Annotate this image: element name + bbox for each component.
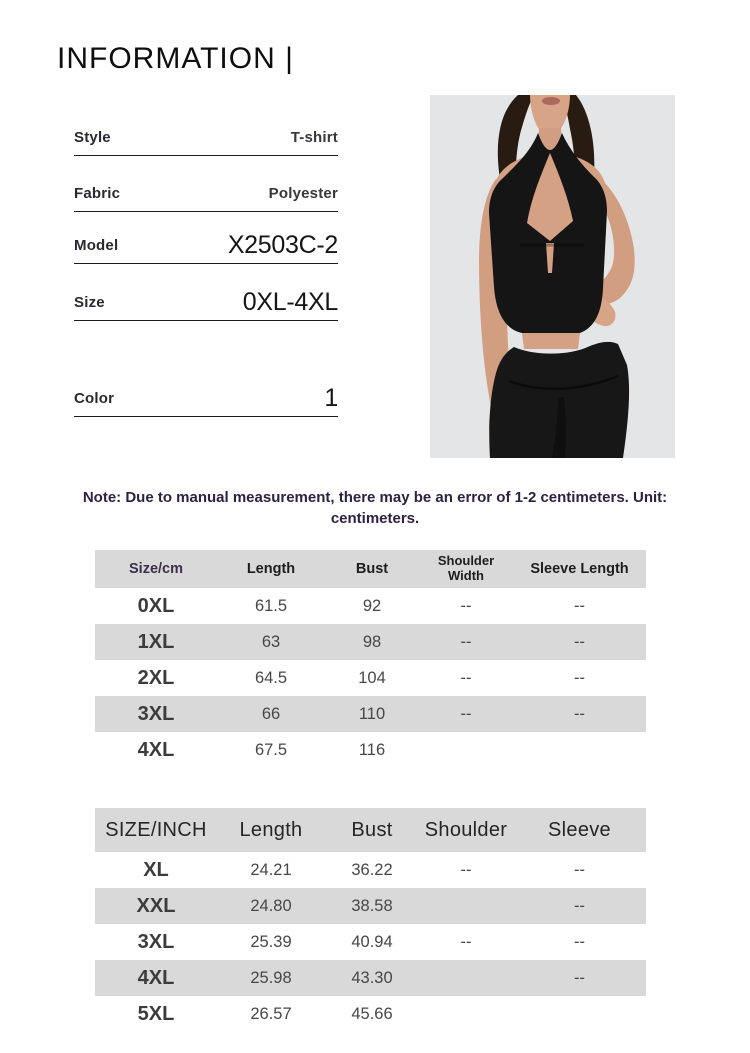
shoulder-cell: -- [460, 932, 472, 951]
spec-value-size: 0XL-4XL [242, 288, 338, 316]
column-header: Shoulder Width [437, 553, 495, 583]
length-cell: 24.80 [250, 896, 292, 915]
sleeve-cell: -- [574, 596, 585, 615]
bust-cell: 45.66 [351, 1004, 393, 1023]
length-cell: 63 [261, 632, 281, 651]
table-row [95, 852, 646, 888]
spec-label-model: Model [74, 237, 119, 254]
spec-value-fabric: Polyester [268, 185, 338, 202]
size-cell: XL [143, 858, 169, 881]
sleeve-cell [513, 732, 646, 768]
column-header: Sleeve Length [530, 560, 629, 577]
bust-cell: 40.94 [351, 932, 393, 951]
table-row [95, 732, 646, 768]
length-cell: 64.5 [254, 668, 288, 687]
column-header: Bust [351, 818, 393, 841]
size-cell: XXL [136, 894, 176, 917]
column-header: Bust [355, 560, 389, 577]
sleeve-cell [513, 996, 646, 1032]
bust-cell: 43.30 [351, 968, 393, 987]
table-row [95, 996, 646, 1032]
bust-cell: 110 [358, 704, 386, 723]
length-cell: 26.57 [250, 1004, 292, 1023]
size-cell: 3XL [137, 930, 175, 953]
sleeve-cell: -- [574, 896, 585, 915]
size-cell: 0XL [137, 594, 175, 617]
page-title: INFORMATION | [57, 42, 294, 75]
sleeve-cell: -- [574, 704, 585, 723]
shoulder-cell: -- [460, 860, 472, 879]
length-cell: 66 [261, 704, 281, 723]
sleeve-cell: -- [574, 968, 585, 987]
shoulder-cell [419, 888, 513, 924]
bust-cell: 38.58 [351, 896, 393, 915]
bust-cell: 92 [362, 596, 382, 615]
column-header: SIZE/INCH [105, 818, 207, 841]
column-header: Length [246, 560, 296, 577]
spec-row-model [74, 222, 338, 264]
length-cell: 61.5 [254, 596, 288, 615]
shoulder-cell: -- [460, 704, 472, 723]
size-cell: 4XL [137, 738, 175, 761]
spec-value-style: T-shirt [290, 129, 338, 146]
bust-cell: 116 [358, 740, 386, 759]
table-row [95, 660, 646, 696]
length-cell: 24.21 [250, 860, 292, 879]
size-cell: 2XL [137, 666, 175, 689]
spec-label-fabric: Fabric [74, 185, 121, 202]
size-table-cm [95, 550, 646, 768]
length-cell: 67.5 [254, 740, 288, 759]
spec-row-style [74, 122, 338, 156]
spec-row-fabric [74, 178, 338, 212]
table-row [95, 924, 646, 960]
spec-label-size: Size [74, 294, 105, 311]
product-photo [430, 95, 675, 458]
sleeve-cell: -- [574, 668, 585, 687]
spec-label-style: Style [74, 129, 111, 146]
size-table-inch-header-row [95, 808, 646, 852]
spec-label-color: Color [74, 390, 115, 407]
sleeve-cell: -- [574, 932, 585, 951]
column-header: Size/cm [129, 560, 183, 577]
size-cell: 5XL [137, 1002, 175, 1025]
shoulder-cell: -- [460, 668, 472, 687]
bust-cell: 98 [362, 632, 382, 651]
table-row [95, 624, 646, 660]
table-row [95, 888, 646, 924]
table-row [95, 960, 646, 996]
sleeve-cell: -- [574, 860, 585, 879]
shoulder-cell [419, 732, 513, 768]
table-row [95, 588, 646, 624]
spec-row-color [74, 375, 338, 417]
size-cell: 4XL [137, 966, 175, 989]
column-header: Length [239, 818, 303, 841]
length-cell: 25.98 [250, 968, 292, 987]
spec-value-model: X2503C-2 [227, 231, 338, 259]
size-cell: 1XL [137, 630, 175, 653]
bust-cell: 104 [358, 668, 386, 687]
size-table-cm-header-row [95, 550, 646, 588]
shoulder-cell: -- [460, 632, 472, 651]
shoulder-cell [419, 996, 513, 1032]
model-illustration [430, 95, 675, 458]
shoulder-cell [419, 960, 513, 996]
column-header: Sleeve [548, 818, 611, 841]
spec-row-size [74, 279, 338, 321]
length-cell: 25.39 [250, 932, 292, 951]
shoulder-cell: -- [460, 596, 472, 615]
column-header: Shoulder [424, 818, 508, 841]
sleeve-cell: -- [574, 632, 585, 651]
bust-cell: 36.22 [351, 860, 393, 879]
size-cell: 3XL [137, 702, 175, 725]
measurement-note: Note: Due to manual measurement, there may be an error of 1-2 centimeters. Unit: centimeters. [82, 489, 668, 527]
table-row [95, 696, 646, 732]
spec-value-color: 1 [324, 384, 338, 412]
size-table-inch [95, 808, 646, 1032]
